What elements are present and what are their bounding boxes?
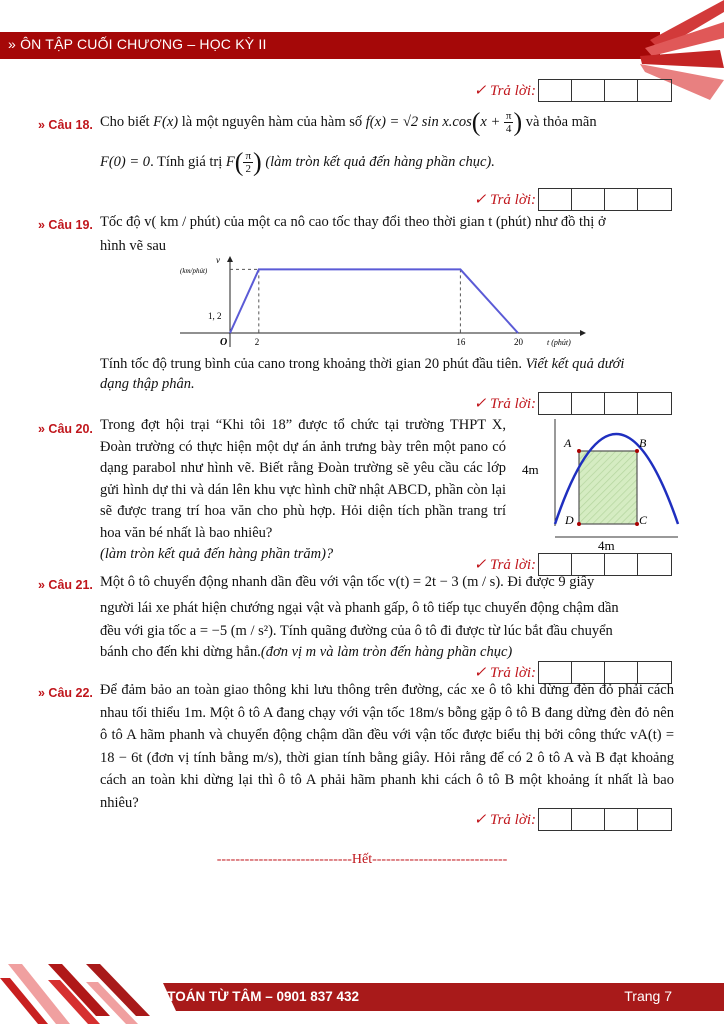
answer-cell[interactable] [638, 189, 671, 210]
answer-box-20: ✓ Trả lời: [440, 553, 672, 575]
point-a-label: A [564, 436, 572, 450]
rectangle-abcd [579, 451, 637, 524]
answer-cell[interactable] [638, 80, 671, 101]
answer-box-22: ✓ Trả lời: [440, 808, 672, 830]
t-tick-label: 16 [456, 337, 466, 347]
origin-label: O [220, 337, 228, 348]
page-number: Trang 7 [624, 988, 672, 1004]
answer-cell[interactable] [539, 189, 572, 210]
footer-contact-text: » TOÁN TỪ TÂM – 0901 837 432 [156, 989, 360, 1004]
point-d-label: D [565, 513, 574, 527]
answer-cell[interactable] [638, 393, 671, 414]
answer-cell[interactable] [605, 80, 638, 101]
parabola-figure [518, 414, 684, 552]
t-tick-label: 2 [254, 337, 260, 347]
answer-cell[interactable] [605, 809, 638, 830]
answer-cell[interactable] [572, 809, 605, 830]
height-label: 4m [522, 462, 539, 477]
answer-cell[interactable] [638, 809, 671, 830]
answer-cell[interactable] [572, 80, 605, 101]
answer-box-17: ✓ Trả lời: [440, 79, 672, 101]
v-tick-label: 1, 2 [208, 311, 222, 321]
answer-cell[interactable] [539, 393, 572, 414]
t-tick-label: 20 [514, 337, 523, 347]
point-b-label: B [639, 436, 647, 450]
chapter-header-bar [0, 32, 660, 59]
end-marker: -----------------------------Hết----------------------------- [216, 852, 508, 867]
question-18: » Câu 18. Cho biết F(x) là một nguyên hàm của hàm số f(x) = √2 sin x.cos(x + $\frac{\pi}{4}$ ) và thỏa mãn F(0) = 0. Tính giá trị F( $\frac{\pi}{2}$ ) (làm tròn kết quả đến hàng phần chục). [38, 107, 597, 177]
velocity-time-graph [170, 252, 590, 352]
point-c-label: C [639, 513, 648, 527]
answer-box-19: ✓ Trả lời: [440, 392, 672, 414]
answer-cell[interactable] [605, 554, 638, 575]
answer-cell[interactable] [638, 554, 671, 575]
width-label: 4m [598, 538, 615, 552]
answer-cell[interactable] [605, 189, 638, 210]
v-axis-label: v [216, 255, 220, 265]
v-axis-unit: (km/phút) [180, 267, 208, 275]
velocity-line [230, 269, 518, 333]
answer-cell[interactable] [605, 393, 638, 414]
answer-cell[interactable] [539, 80, 572, 101]
answer-cell[interactable] [572, 189, 605, 210]
answer-box-18: ✓ Trả lời: [440, 188, 672, 210]
t-axis-label: t (phút) [547, 338, 571, 347]
answer-box-21: ✓ Trả lời: [440, 661, 672, 683]
answer-cell[interactable] [539, 809, 572, 830]
answer-cell[interactable] [572, 393, 605, 414]
chapter-title: » ÔN TẬP CUỐI CHƯƠNG – HỌC KỲ II [8, 36, 267, 52]
